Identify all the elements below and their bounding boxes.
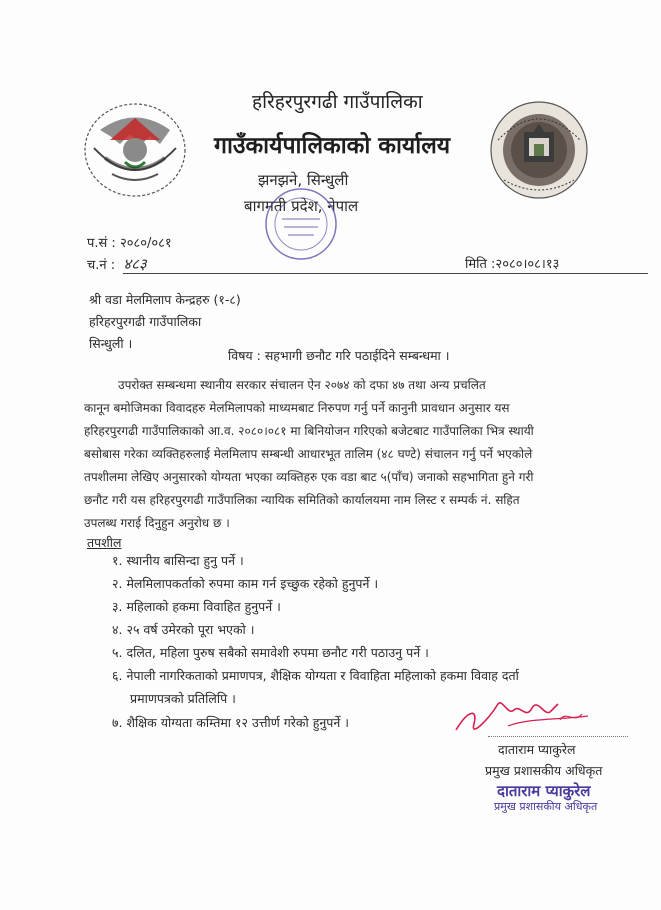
body-line: उपलब्ध गराई दिनुहुन अनुरोध छ । xyxy=(84,516,230,530)
office-name: गाउँकार्यपालिकाको कार्यालय xyxy=(214,133,451,159)
addressee-line-1: श्री वडा मेलमिलाप केन्द्रहरु (१-८) xyxy=(89,292,241,307)
office-round-stamp xyxy=(262,185,340,263)
reference-divider xyxy=(123,273,648,274)
reference-number: प.सं : २०८०/०८१ xyxy=(87,236,172,251)
list-item: ५. दलित, महिला पुरुष सबैको समावेशी रुपमा छनौट गरी पठाउनु पर्ने । xyxy=(112,645,429,660)
list-item: ४. २५ वर्ष उमेरको पूरा भएको । xyxy=(112,622,255,637)
details-heading: तपशील xyxy=(87,535,122,550)
signature-line xyxy=(488,736,628,737)
list-item: ६. नेपाली नागरिकताको प्रमाणपत्र, शैक्षिक योग्यता र विवाहिता महिलाको हकमा विवाह दर्ता xyxy=(112,668,519,683)
name-stamp: दाताराम प्याकुरेल xyxy=(497,782,591,800)
title-stamp: प्रमुख प्रशासकीय अधिकृत xyxy=(494,800,598,813)
letter-date: मिति :२०८०।०८।१३ xyxy=(465,257,560,272)
dispatch-number: च.नं : xyxy=(87,258,116,273)
list-item: १. स्थानीय बासिन्दा हुनु पर्ने । xyxy=(112,553,244,568)
signatory-title: प्रमुख प्रशासकीय अधिकृत xyxy=(485,763,603,778)
dispatch-number-label xyxy=(87,254,147,274)
list-item: २. मेलमिलापकर्ताको रुपमा काम गर्न इच्छुक रहेको हुनुपर्ने । xyxy=(112,576,379,591)
addressee-line-3: सिन्धुली । xyxy=(89,336,133,351)
office-province: बागमती प्रदेश, नेपाल xyxy=(244,197,359,215)
list-item: ७. शैक्षिक योग्यता कम्तिमा १२ उत्तीर्ण गरेको हुनुपर्ने । xyxy=(112,715,350,730)
list-item-continuation: प्रमाणपत्रको प्रतिलिपि । xyxy=(130,691,236,706)
government-emblem-logo xyxy=(80,100,190,200)
body-line: हरिहरपुरगढी गाउँपालिकाको आ.व. २०८०।०८१ मा बिनियोजन गरिएको बजेटबाट गाउँपालिका भित्र स्थायी xyxy=(84,424,534,438)
dispatch-number-handwritten: ४८३ xyxy=(123,255,147,273)
office-location: झनझने, सिन्धुली xyxy=(258,171,349,189)
body-line: छनौट गरी यस हरिहरपुरगढी गाउँपालिका न्यायिक समितिको कार्यालयमा नाम लिस्ट र सम्पर्क नं. सहित xyxy=(84,493,520,507)
municipality-name: हरिहरपुरगढी गाउँपालिका xyxy=(252,91,423,113)
addressee-line-2: हरिहरपुरगढी गाउँपालिका xyxy=(89,314,202,329)
letter-subject: विषय : सहभागी छनौट गरि पठाईदिने सम्बन्धमा । xyxy=(228,348,450,363)
signatory-name: दाताराम प्याकुरेल xyxy=(498,742,576,757)
body-line: उपरोक्त सम्बन्धमा स्थानीय सरकार संचालन ऐन २०७४ को दफा ४७ तथा अन्य प्रचलित xyxy=(118,378,486,392)
municipality-seal-logo xyxy=(484,100,594,200)
list-item: ३. महिलाको हकमा विवाहित हुनुपर्ने । xyxy=(112,599,281,614)
body-line: बसोबास गरेका व्यक्तिहरुलाई मेलमिलाप सम्बन्धी आधारभूत तालिम (४८ घण्टे) संचालन गर्नु पर्ने भएकोले xyxy=(84,447,533,461)
body-line: कानून बमोजिमका विवादहरु मेलमिलापको माध्यमबाट निरुपण गर्नु पर्ने कानुनी प्रावधान अनुसार यस xyxy=(84,401,510,415)
body-line: तपशीलमा लेखिए अनुसारको योग्यता भएका व्यक्तिहरु एक वडा बाट ५(पाँच) जनाको सहभागिता हुने गरी xyxy=(84,470,534,484)
handwritten-signature xyxy=(448,690,598,746)
